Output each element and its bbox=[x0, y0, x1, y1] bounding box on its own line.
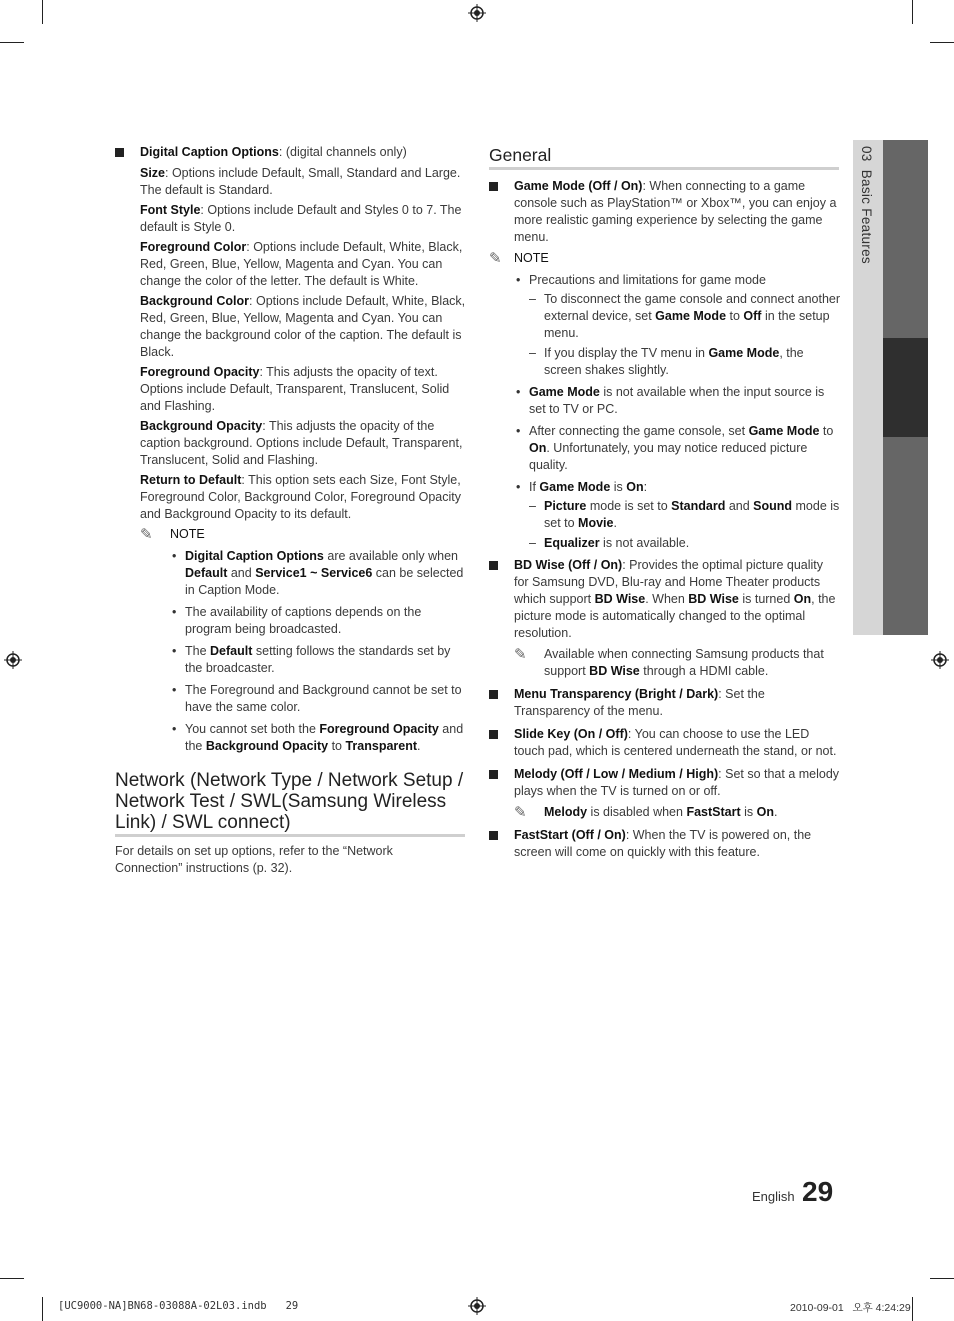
registration-mark-icon bbox=[468, 4, 486, 22]
general-heading: General bbox=[489, 145, 552, 165]
network-heading: Network (Network Type / Network Setup / Network Test / SWL(Samsung Wireless Link) / SWL connect) bbox=[115, 770, 464, 833]
note-item: • You cannot set both the Foreground Opacity and the Background Opacity to Transparent. bbox=[170, 721, 467, 755]
option-background-opacity: Background Opacity: This adjusts the opacity of the caption background. Options include Default, Transparent, Translucent, Solid and Flashing. bbox=[140, 419, 463, 467]
crop-mark bbox=[912, 1297, 913, 1321]
note-item: • Game Mode is not available when the input source is set to TV or PC. bbox=[514, 384, 841, 418]
network-text: For details on set up options, refer to the “Network Connection” instructions (p. 32). bbox=[115, 844, 393, 875]
game-mode: Game Mode (Off / On): When connecting to a game console such as PlayStation™ or Xbox™, you can enjoy a more realistic gaming experience by selecting the game menu. bbox=[489, 178, 841, 246]
side-tab-label: 03 Basic Features bbox=[859, 146, 874, 264]
side-tab-block bbox=[883, 140, 928, 338]
faststart: FastStart (Off / On): When the TV is powered on, the screen will come on quickly with this feature. bbox=[489, 827, 841, 861]
square-bullet-icon bbox=[489, 770, 498, 779]
dash-item: – If you display the TV menu in Game Mode, the screen shakes slightly. bbox=[529, 345, 841, 379]
crop-mark bbox=[42, 1297, 43, 1321]
left-column bbox=[115, 144, 467, 760]
pencil-note-icon: ✎ bbox=[514, 646, 527, 663]
note-item: • Digital Caption Options are available only when Default and Service1 ~ Service6 can be selected in Caption Mode. bbox=[170, 548, 467, 599]
pencil-note-icon: ✎ bbox=[140, 526, 153, 543]
option-foreground-color: Foreground Color: Options include Default, White, Black, Red, Green, Blue, Yellow, Magenta and Cyan. You can change the color of the letter. The default is White. bbox=[140, 240, 463, 288]
registration-mark-icon bbox=[4, 651, 22, 669]
crop-mark bbox=[0, 42, 24, 43]
crop-mark bbox=[912, 0, 913, 24]
dash-item: – Picture mode is set to Standard and Sound mode is set to Movie. bbox=[529, 498, 841, 532]
crop-mark bbox=[0, 1278, 24, 1279]
section-rule bbox=[115, 834, 465, 837]
dash-item: – To disconnect the game console and connect another external device, set Game Mode to Off in the setup menu. bbox=[529, 291, 841, 342]
right-column bbox=[489, 178, 841, 865]
footer-date: 2010-09-01 오후 4:24:29 bbox=[790, 1302, 911, 1314]
crop-mark bbox=[930, 42, 954, 43]
pencil-note-icon: ✎ bbox=[514, 804, 527, 821]
square-bullet-icon bbox=[489, 561, 498, 570]
registration-mark-icon bbox=[931, 651, 949, 669]
footer-file-info: [UC9000-NA]BN68-03088A-02L03.indb 29 bbox=[58, 1300, 299, 1312]
note-item: • The Default setting follows the standards set by the broadcaster. bbox=[170, 643, 467, 677]
side-tab-active bbox=[883, 338, 928, 437]
square-bullet-icon bbox=[489, 182, 498, 191]
side-tab-block bbox=[883, 437, 928, 635]
note-item: • Precautions and limitations for game mode – To disconnect the game console and connect another external device, set Game Mode to Off in the setup menu. – If you display the TV menu in Game Mode, the screen shakes slightly. bbox=[514, 272, 841, 379]
square-bullet-icon bbox=[489, 831, 498, 840]
pencil-note-icon: ✎ bbox=[489, 250, 502, 267]
option-background-color: Background Color: Options include Default, White, Black, Red, Green, Blue, Yellow, Magenta and Cyan. You can change the background color of the caption. The default is Black. bbox=[140, 294, 466, 359]
menu-transparency: Menu Transparency (Bright / Dark): Set the Transparency of the menu. bbox=[489, 686, 841, 720]
section-rule bbox=[489, 167, 839, 170]
slide-key: Slide Key (On / Off): You can choose to use the LED touch pad, which is centered underneath the stand, or not. bbox=[489, 726, 841, 760]
square-bullet-icon bbox=[115, 148, 124, 157]
registration-mark-icon bbox=[468, 1297, 486, 1315]
option-foreground-opacity: Foreground Opacity: This adjusts the opacity of text. Options include Default, Transparent, Translucent, Solid and Flashing. bbox=[140, 365, 450, 413]
page-number: 29 bbox=[802, 1176, 834, 1207]
note-item: • After connecting the game console, set Game Mode to On. Unfortunately, you may notice reduced picture quality. bbox=[514, 423, 841, 474]
note-item: • The availability of captions depends on the program being broadcasted. bbox=[170, 604, 467, 638]
option-size: Size: Options include Default, Small, Standard and Large. The default is Standard. bbox=[140, 166, 461, 197]
melody-note: ✎ Melody is disabled when FastStart is On. bbox=[514, 804, 778, 821]
note-heading: ✎ NOTE bbox=[489, 250, 549, 267]
digital-caption-options: Digital Caption Options: (digital channels only) bbox=[115, 144, 467, 161]
square-bullet-icon bbox=[489, 730, 498, 739]
crop-mark bbox=[42, 0, 43, 24]
note-item: • The Foreground and Background cannot be set to have the same color. bbox=[170, 682, 467, 716]
square-bullet-icon bbox=[489, 690, 498, 699]
dash-item: – Equalizer is not available. bbox=[529, 535, 841, 552]
note-item: • If Game Mode is On: – Picture mode is set to Standard and Sound mode is set to Movie. – Equalizer is not available. bbox=[514, 479, 841, 552]
melody: Melody (Off / Low / Medium / High): Set so that a melody plays when the TV is turned on or off. bbox=[489, 766, 841, 800]
bd-wise-note: ✎ Available when connecting Samsung products that support BD Wise through a HDMI cable. bbox=[514, 646, 824, 678]
crop-mark bbox=[930, 1278, 954, 1279]
option-font-style: Font Style: Options include Default and Styles 0 to 7. The default is Style 0. bbox=[140, 203, 462, 234]
bd-wise: BD Wise (Off / On): Provides the optimal picture quality for Samsung DVD, Blu-ray and Home Theater products which support BD Wise. When BD Wise is turned On, the picture mode is automatically changed to the optimal resolution. bbox=[489, 557, 841, 642]
note-heading: ✎ NOTE bbox=[140, 526, 205, 543]
option-return-to-default: Return to Default: This option sets each Size, Font Style, Foreground Color, Background Color, Foreground Opacity and Background Opacity to its default. bbox=[140, 473, 462, 521]
footer-language: English bbox=[752, 1189, 795, 1204]
